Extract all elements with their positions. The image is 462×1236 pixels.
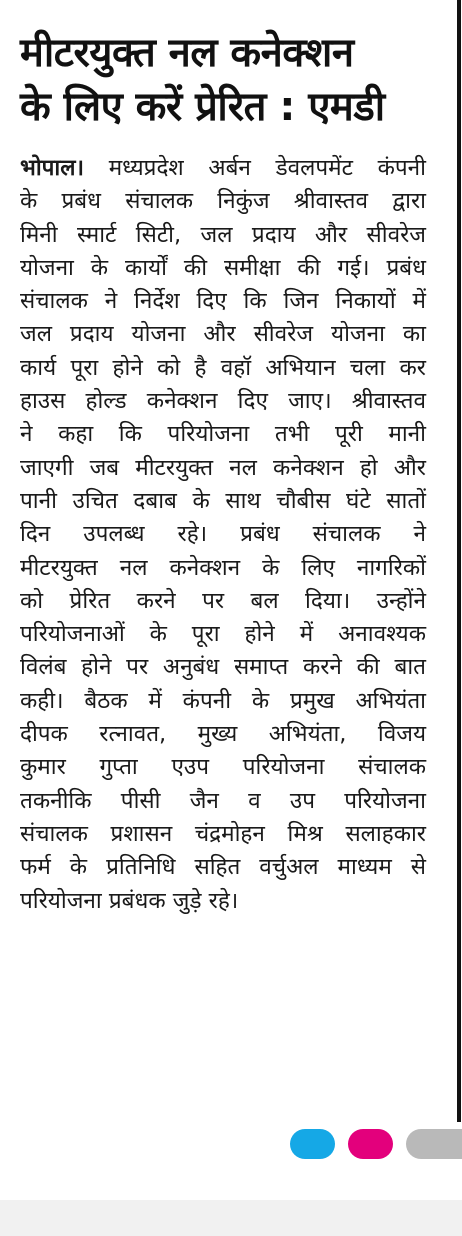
body-line: संचालक प्रशासन चंद्रमोहन मिश्र सलाहकार bbox=[20, 820, 426, 847]
body-line: कुमार गुप्ता एउप परियोजना संचालक bbox=[20, 754, 426, 781]
body-line: ने कहा कि परियोजना तभी पूरी मानी bbox=[20, 421, 426, 448]
body-line: मिनी स्मार्ट सिटी, जल प्रदाय और सीवरेज bbox=[20, 221, 426, 248]
body-line: के प्रबंध संचालक निकुंज श्रीवास्तव द्वारा bbox=[20, 188, 426, 215]
body-line: संचालक ने निर्देश दिए कि जिन निकायों में bbox=[20, 288, 426, 315]
body-line: विलंब होने पर अनुबंध समाप्त करने की बात bbox=[20, 654, 426, 681]
headline-line: के लिए करें प्रेरित : एमडी bbox=[20, 84, 385, 130]
pager-dot-3[interactable] bbox=[406, 1129, 462, 1159]
headline bbox=[20, 26, 440, 134]
body-line: पानी उचित दबाब के साथ चौबीस घंटे सातों bbox=[20, 487, 426, 514]
headline-line: मीटरयुक्त नल कनेक्शन bbox=[20, 30, 354, 76]
body-line: फर्म के प्रतिनिधि सहित वर्चुअल माध्यम से bbox=[20, 854, 426, 881]
body-line: कही। बैठक में कंपनी के प्रमुख अभियंता bbox=[20, 687, 426, 714]
article-body bbox=[20, 152, 426, 918]
body-line: जल प्रदाय योजना और सीवरेज योजना का bbox=[20, 321, 426, 348]
body-line: कार्य पूरा होने को है वहॉ अभियान चला कर bbox=[20, 354, 426, 381]
body-line: हाउस होल्ड कनेक्शन दिए जाए। श्रीवास्तव bbox=[20, 388, 426, 415]
body-line: तकनीकि पीसी जैन व उप परियोजना bbox=[20, 787, 426, 814]
dateline: भोपाल। bbox=[20, 155, 85, 181]
body-line: परियोजना प्रबंधक जुड़े रहे। bbox=[20, 887, 239, 914]
body-line: योजना के कार्यों की समीक्षा की गई। प्रबंध bbox=[20, 254, 426, 281]
body-line-text: मध्यप्रदेश अर्बन डेवलपमेंट कंपनी bbox=[84, 155, 426, 181]
body-line: जाएगी जब मीटरयुक्त नल कनेक्शन हो और bbox=[20, 454, 426, 481]
column-rule bbox=[457, 0, 461, 1122]
body-line: मीटरयुक्त नल कनेक्शन के लिए नागरिकों bbox=[20, 554, 426, 581]
body-line: को प्रेरित करने पर बल दिया। उन्होंने bbox=[20, 587, 426, 614]
body-line: परियोजनाओं के पूरा होने में अनावश्यक bbox=[20, 621, 426, 648]
body-line: दिन उपलब्ध रहे। प्रबंध संचालक ने bbox=[20, 521, 426, 548]
body-line: दीपक रत्नावत, मुख्य अभियंता, विजय bbox=[20, 721, 426, 748]
pager-dot-2-active[interactable] bbox=[348, 1129, 393, 1159]
body-line bbox=[20, 152, 426, 185]
pager-dots bbox=[290, 1125, 462, 1163]
pager-dot-1[interactable] bbox=[290, 1129, 335, 1159]
